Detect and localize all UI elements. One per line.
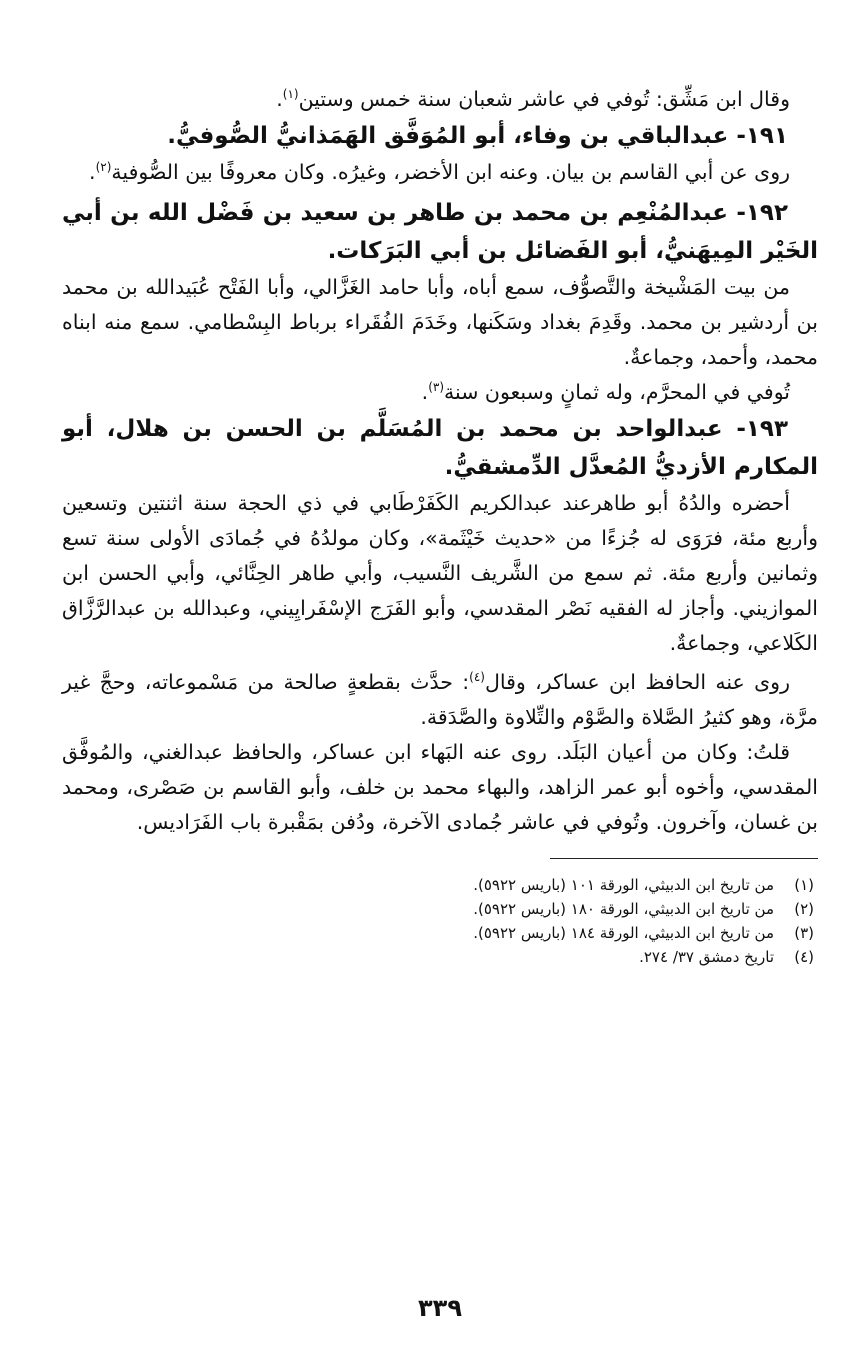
paragraph-entry-193-author-note: قلتُ: وكان من أعيان البَلَد. روى عنه البَهاء ابن عساكر، والحافظ عبدالغني، والمُوفَّق المقدسي، وأخوه أبو عمر الزاهد، والبهاء محمد بن خلف، وأبو القاسم بن صَصْرى، ومحمد بن غسان، وآخرون. وتُوفي في عاشر جُمادى الآخرة، ودُفن بمَقْبرة باب الفَرَاديس. [62, 740, 818, 834]
footnote-text: من تاريخ ابن الدبيثي، الورقة ١٠١ (باريس ٥٩٢٢). [473, 876, 774, 894]
paragraph-end: . [421, 380, 429, 404]
page-number: ٣٣٩ [418, 1294, 462, 1322]
paragraph-text: : حدَّث بقطعةٍ صالحة من مَسْموعاته، وحجَّ غير مرَّة، وهو كثيرُ الصَّلاة والصَّوْم والتِّلاوة والصَّدَقة. [62, 670, 818, 729]
paragraph-entry-193-ibn-asakir [62, 665, 818, 735]
paragraph-text: وقال ابن مَشِّق: تُوفي في عاشر شعبان سنة خمس وستين [298, 87, 790, 111]
footnote-reference: (٢) [95, 160, 112, 175]
footnote-reference: (١) [282, 87, 299, 102]
footnote-3 [62, 921, 814, 945]
paragraph-entry-192: من بيت المَشْيخة والتَّصوُّف، سمع أباه، وأبا حامد الغَزَّالي، وأبا الفَتْح عُبَيدالله بن محمد بن أردشير بن محمد. وقَدِمَ بغداد وسَكَنها، وخَدَمَ الفُقَراء برباط البِسْطامي. سمع منه ابناه محمد، وأحمد، وجماعةٌ. [62, 275, 818, 369]
book-page [62, 82, 818, 1342]
paragraph-entry-192-death [62, 375, 818, 410]
entry-heading-191: ١٩١- عبدالباقي بن وفاء، أبو المُوَفَّق الهَمَذانيُّ الصُّوفيُّ. [167, 123, 788, 149]
paragraph-text: روى عنه الحافظ ابن عساكر، وقال [484, 670, 790, 694]
paragraph-text: روى عن أبي القاسم بن بيان. وعنه ابن الأخضر، وغيرُه. وكان معروفًا بين الصُّوفية [111, 160, 790, 184]
footnote-reference: (٤) [469, 670, 485, 685]
footnotes [62, 873, 818, 969]
footnote-text: من تاريخ ابن الدبيثي، الورقة ١٨٤ (باريس ٥٩٢٢). [473, 924, 774, 942]
paragraph-end: . [276, 87, 283, 111]
footnote-4 [62, 945, 814, 969]
entry-heading-193: ١٩٣- عبدالواحد بن محمد بن المُسَلَّم بن الحسن بن هلال، أبو المكارم الأزديُّ المُعدَّل الدِّمشقيُّ. [62, 416, 818, 480]
footnote-1 [62, 873, 814, 897]
paragraph-entry-193: أحضره والدُهُ أبو طاهرعند عبدالكريم الكَفَرْطَابي في ذي الحجة سنة اثنتين وتسعين وأربع مئة، فرَوَى له جُزءًا من «حديث خَيْثَمة»، وكان مولدُهُ في جُمادَى الأولى سنة تسع وثمانين وأربع مئة. ثم سمع من الشَّريف النَّسيب، وأبي طاهر الحِنَّائي، وأبي الحسن ابن الموازيني. وأجاز له الفقيه نَصْر المقدسي، وأبو الفَرَج الإسْفَرايِيني، وعبدالله بن عبدالرَّزَّاق الكَلاعي، وجماعةٌ. [62, 491, 818, 655]
entry-heading-192: ١٩٢- عبدالمُنْعِم بن محمد بن طاهر بن سعيد بن فَضْل الله بن أبي الخَيْر المِيهَنيُّ، أبو الفَضائل بن أبي البَرَكات. [62, 200, 818, 264]
footnote-text: تاريخ دمشق ٣٧/ ٢٧٤. [639, 948, 774, 966]
footnote-reference: (٣) [428, 380, 445, 395]
footnote-text: من تاريخ ابن الدبيثي، الورقة ١٨٠ (باريس ٥٩٢٢). [473, 900, 774, 918]
footnote-number: (٣) [794, 924, 814, 942]
paragraph-entry-191 [62, 155, 818, 190]
paragraph-text: تُوفي في المحرَّم، وله ثمانٍ وسبعون سنة [444, 380, 790, 404]
footnote-number: (١) [794, 876, 814, 894]
footnote-2 [62, 897, 814, 921]
footnote-divider [550, 858, 818, 859]
paragraph-ibn-mashshiq [62, 82, 818, 117]
paragraph-end: . [89, 160, 96, 184]
footnote-number: (٤) [794, 948, 814, 966]
footnote-number: (٢) [794, 900, 814, 918]
